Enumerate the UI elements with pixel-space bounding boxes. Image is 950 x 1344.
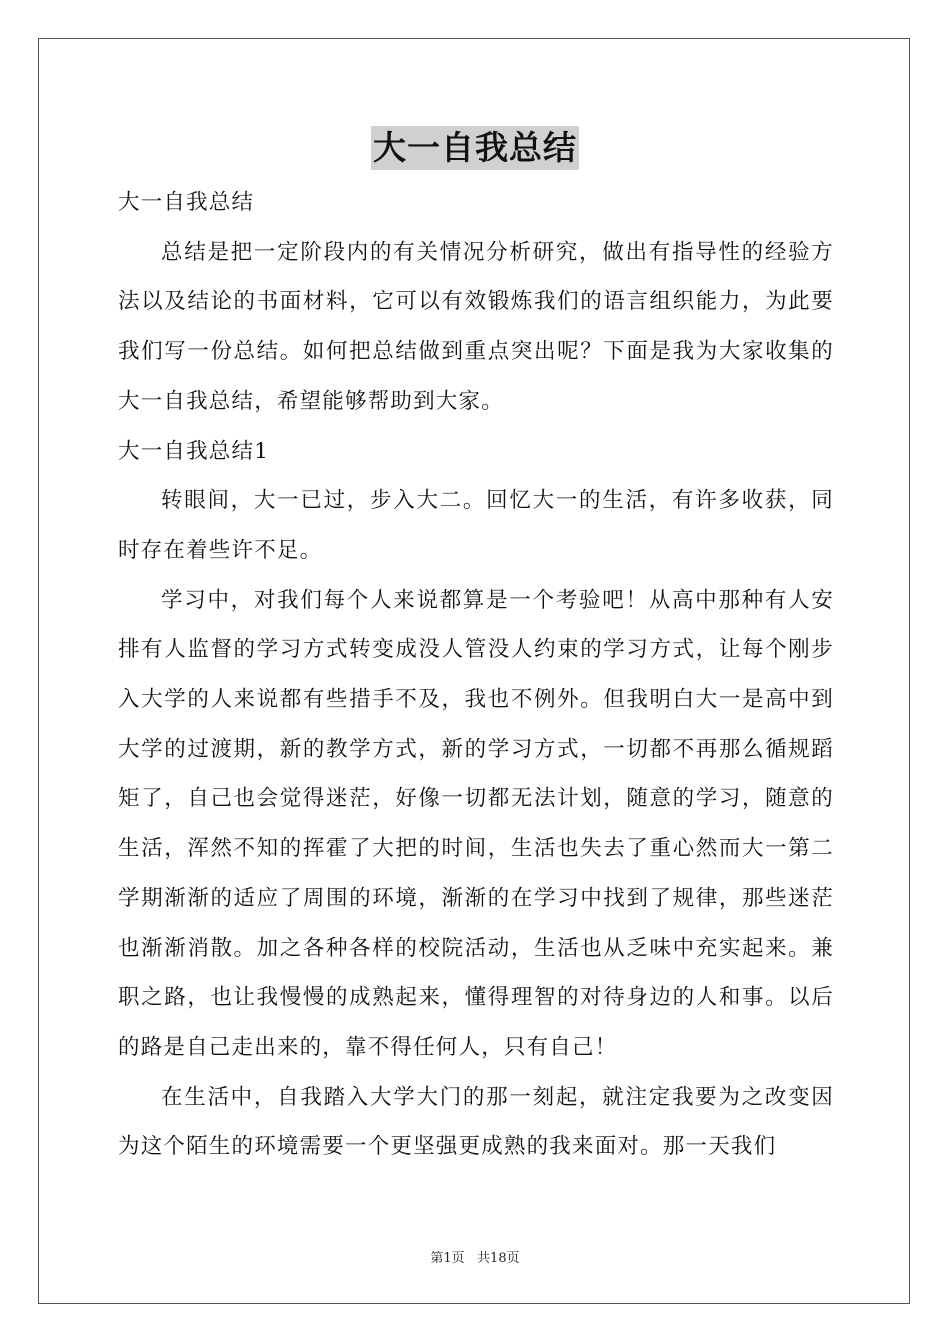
document-title: 大一自我总结 xyxy=(371,126,579,170)
body-paragraph: 转眼间，大一已过，步入大二。回忆大一的生活，有许多收获，同时存在着些许不足。 xyxy=(118,488,834,563)
section-heading: 大一自我总结1 xyxy=(118,438,270,464)
body-paragraph: 在生活中，自我踏入大学大门的那一刻起，就注定我要为之改变因为这个陌生的环境需要一个更坚强更成熟的我来面对。那一天我们 xyxy=(118,1084,834,1160)
title-container xyxy=(0,126,950,170)
body-paragraph: 学习中，对我们每个人来说都算是一个考验吧！从高中那种有人安排有人监督的学习方式转变成没人管没人约束的学习方式，让每个刚步入大学的人来说都有些措手不及，我也不例外。但我明白大一是高中到大学的过渡期，新的教学方式，新的学习方式，一切都不再那么循规蹈矩了，自己也会觉得迷茫，好像一切都无法计划，随意的学习，随意的生活，浑然不知的挥霍了大把的时间，生活也失去了重心然而大一第二学期渐渐的适应了周围的环境，渐渐的在学习中找到了规律，那些迷茫也渐渐消散。加之各种各样的校院活动，生活也从乏味中充实起来。兼职之路，也让我慢慢的成熟起来，懂得理智的对待身边的人和事。以后的路是自己走出来的，靠不得任何人，只有自己！ xyxy=(118,587,834,1060)
section-heading: 大一自我总结 xyxy=(118,190,255,215)
page-footer: 第1页 共18页 xyxy=(430,1251,520,1266)
body-paragraph: 总结是把一定阶段内的有关情况分析研究，做出有指导性的经验方法以及结论的书面材料，它可以有效锻炼我们的语言组织能力，为此要我们写一份总结。如何把总结做到重点突出呢？下面是我为大家收集的大一自我总结，希望能够帮助到大家。 xyxy=(118,239,834,414)
document-body xyxy=(118,178,834,1172)
